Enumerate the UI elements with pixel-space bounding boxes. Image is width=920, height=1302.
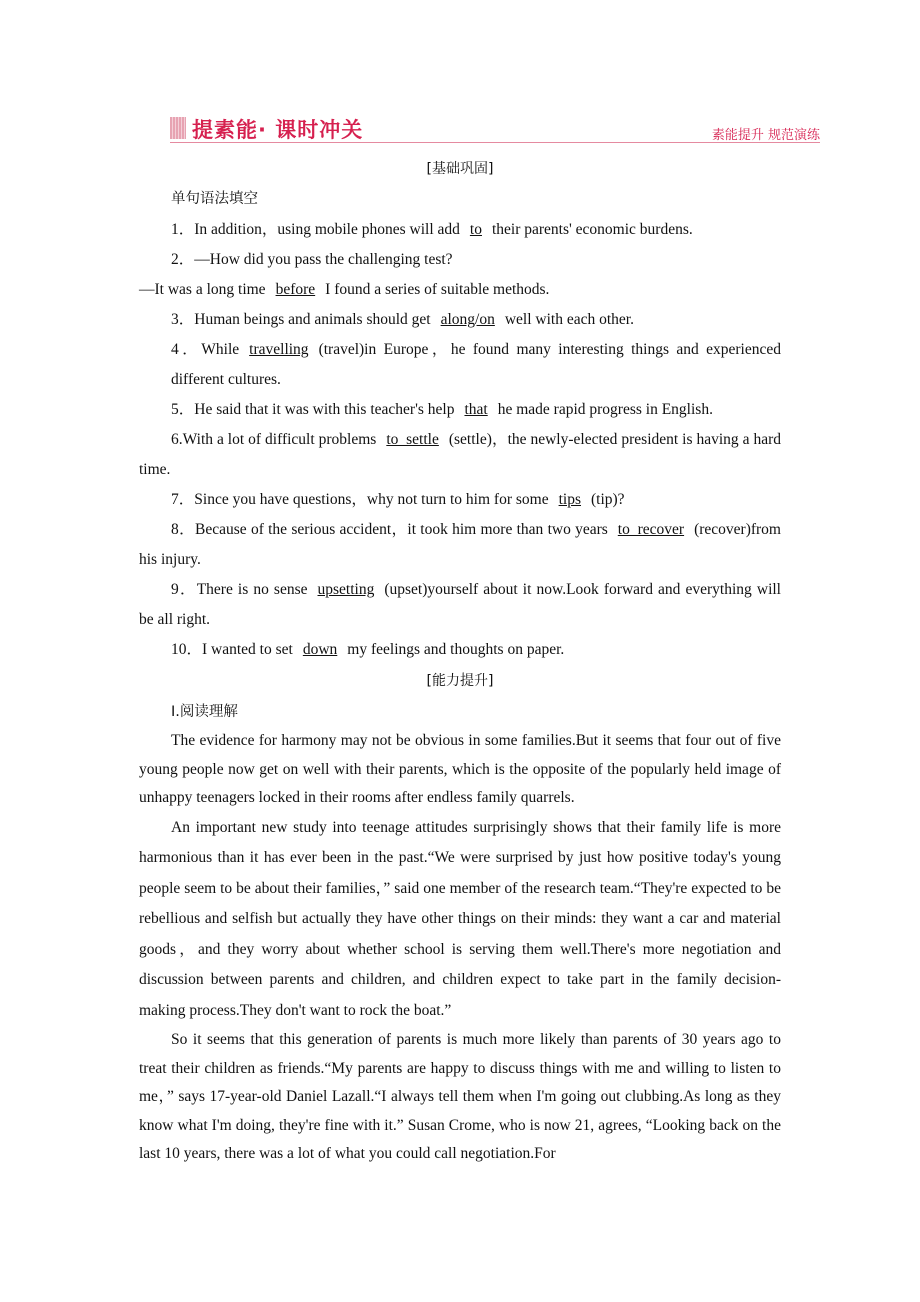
item-number: 2． — [171, 251, 195, 268]
exercise-label: 单句语法填空 — [171, 191, 258, 207]
section-heading-basic: [基础巩固] — [426, 161, 494, 177]
page-header — [170, 114, 820, 144]
item-number: 6. — [171, 431, 183, 448]
reading-paragraph-1: The evidence for harmony may not be obvious in some families.But it seems that four out of five young people now get on well with their parents, which is the opposite of the popularly held image of unhappy teenagers locked in their rooms after endless family quarrels. — [139, 732, 781, 806]
item-text-after: (recover)from his injury. — [139, 521, 781, 568]
item-number: 4． — [171, 341, 202, 358]
reading-label: Ⅰ.阅读理解 — [171, 704, 238, 720]
exercise-item-6 — [139, 425, 781, 485]
item-number: 7． — [171, 491, 195, 508]
answer-blank: tips — [558, 491, 581, 508]
item-text-before: With a lot of difficult problems — [182, 431, 377, 448]
answer-blank: upsetting — [317, 581, 375, 598]
item-text-before: In addition，using mobile phones will add — [194, 221, 460, 238]
exercise-item-1 — [139, 215, 781, 245]
item-text-before: He said that it was with this teacher's help — [194, 401, 455, 418]
answer-blank: to_recover — [617, 521, 685, 538]
item-text-after: their parents' economic burdens. — [491, 221, 693, 238]
item-text-after: (tip)? — [590, 491, 625, 508]
answer-blank: down — [302, 641, 338, 658]
header-bar-decoration — [170, 117, 186, 139]
item-text-before: Human beings and animals should get — [194, 311, 431, 328]
header-title: 提素能· 课时冲关 — [192, 118, 364, 142]
item-text-before: Because of the serious accident，it took him more than two years — [195, 521, 608, 538]
item-number: 9． — [171, 581, 197, 598]
answer-blank: before — [275, 281, 316, 298]
item-text-before: I wanted to set — [202, 641, 293, 658]
item-text-before: While — [201, 341, 240, 358]
answer-blank: along/on — [440, 311, 495, 328]
item-text-before: There is no sense — [196, 581, 308, 598]
exercise-item-2 — [139, 245, 781, 275]
exercise-item-4 — [139, 335, 781, 395]
item-text-after: (settle)，the newly-elected president is having a hard time. — [139, 431, 781, 478]
item-text-before: —It was a long time — [139, 281, 266, 298]
exercise-item-10 — [139, 635, 781, 665]
reading-paragraph-3: So it seems that this generation of parents is much more likely than parents of 30 years ago to treat their children as friends.“My parents are happy to discuss things with me and willing to listen to me，” says 17-year-old Daniel Lazall.“I always tell them when I'm going out clubbing.As long as they know what I'm doing, they're fine with it.” Susan Crome, who is now 21, agrees, “Looking back on the last 10 years, there was a lot of what you could call negotiation.For — [139, 1031, 781, 1162]
reading-paragraph-2: An important new study into teenage attitudes surprisingly shows that their family life is more harmonious than it has ever been in the past.“We were surprised by just how positive today's young people seem to be about their families，” said one member of the research team.“They're expected to be rebellious and selfish but actually they have other things on their minds: they want a car and material goods，and they worry about whether school is serving them well.There's more negotiation and discussion between parents and children, and children expect to take part in the family decision-making process.They don't want to rock the boat.” — [139, 818, 781, 1019]
item-text-after: my feelings and thoughts on paper. — [347, 641, 565, 658]
exercise-item-5 — [139, 395, 781, 425]
item-number: 8． — [171, 521, 196, 538]
header-tagline: 素能提升 规范演练 — [711, 128, 820, 143]
item-number: 3． — [171, 311, 195, 328]
item-number: 1． — [171, 221, 195, 238]
exercise-item-2-reply — [139, 275, 781, 305]
item-text-before: Since you have questions，why not turn to him for some — [194, 491, 549, 508]
item-text-before: —How did you pass the challenging test? — [194, 251, 453, 268]
header-divider — [170, 142, 820, 143]
item-text-after: (travel)in Europe，he found many interesting things and experienced different cultures. — [171, 341, 781, 388]
item-number: 10． — [171, 641, 203, 658]
exercise-item-3 — [139, 305, 781, 335]
item-text-after: (upset)yourself about it now.Look forward and everything will be all right. — [139, 581, 781, 628]
exercise-item-7 — [139, 485, 781, 515]
exercise-item-8 — [139, 515, 781, 575]
document-body — [139, 155, 781, 1169]
item-number: 5． — [171, 401, 195, 418]
item-text-after: he made rapid progress in English. — [497, 401, 713, 418]
item-text-after: well with each other. — [504, 311, 634, 328]
item-text-after: I found a series of suitable methods. — [325, 281, 550, 298]
answer-blank: travelling — [249, 341, 309, 358]
answer-blank: to_settle — [386, 431, 439, 448]
answer-blank: to — [469, 221, 482, 238]
section-heading-advanced: [能力提升] — [426, 673, 494, 689]
answer-blank: that — [464, 401, 488, 418]
exercise-item-9 — [139, 575, 781, 635]
